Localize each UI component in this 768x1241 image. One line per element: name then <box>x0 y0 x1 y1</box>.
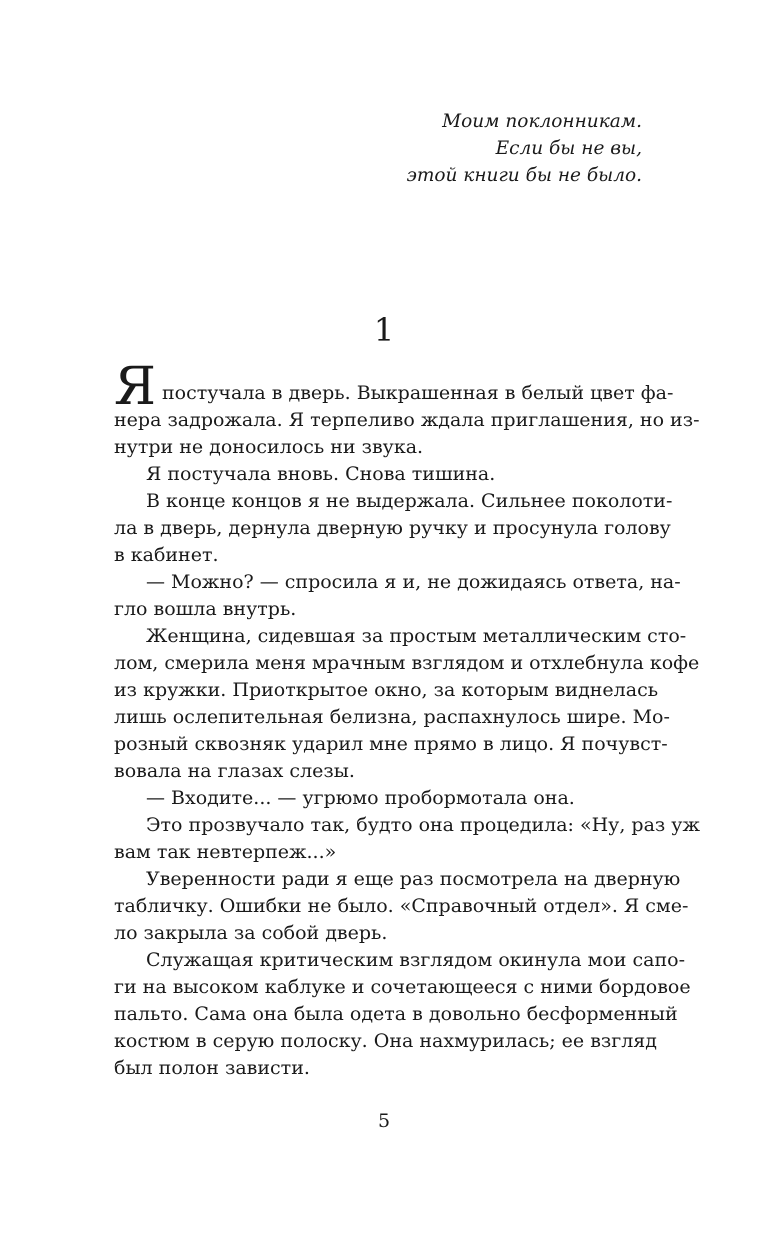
body-lines <box>114 407 700 1082</box>
text-line: Служащая критическим взглядом окинула мои сапо- <box>146 949 685 971</box>
text-line: Женщина, сидевшая за простым металлическим сто- <box>146 625 687 647</box>
text-line: пальто. Сама она была одета в довольно бесформенный <box>114 1003 678 1025</box>
text-line: вам так невтерпеж...» <box>114 841 337 863</box>
text-line: костюм в серую полоску. Она нахмурилась; ее взгляд <box>114 1030 657 1052</box>
text-line: из кружки. Приоткрытое окно, за которым виднелась <box>114 679 659 701</box>
first-line <box>114 357 674 417</box>
text-line: Я постучала вновь. Снова тишина. <box>146 463 496 485</box>
text-line: Это прозвучало так, будто она процедила: «Ну, раз уж <box>146 814 700 836</box>
text-line: Уверенности ради я еще раз посмотрела на дверную <box>146 868 681 890</box>
drop-cap: Я <box>114 357 156 417</box>
text-line: гло вошла внутрь. <box>114 598 297 620</box>
text-line: в кабинет. <box>114 544 219 566</box>
text-line: лишь ослепительная белизна, распахнулось шире. Мо- <box>114 706 670 728</box>
epigraph-line: Моим поклонникам. <box>442 111 642 132</box>
text-line: нера задрожала. Я терпеливо ждала приглашения, но из- <box>114 409 700 431</box>
text-line: ло закрыла за собой дверь. <box>114 922 388 944</box>
text-line: вовала на глазах слезы. <box>114 760 355 782</box>
text-line: — Можно? — спросила я и, не дожидаясь ответа, на- <box>146 571 681 593</box>
page-number: 5 <box>377 1110 391 1132</box>
text-line: В конце концов я не выдержала. Сильнее поколоти- <box>146 490 673 512</box>
chapter-number: 1 <box>373 311 395 349</box>
text-line: был полон зависти. <box>114 1057 310 1079</box>
text-line: — Входите... — угрюмо пробормотала она. <box>146 787 575 809</box>
text-line: нутри не доносилось ни звука. <box>114 436 424 458</box>
text-line: табличку. Ошибки не было. «Справочный отдел». Я сме- <box>114 895 689 917</box>
epigraph-line: Если бы не вы, <box>495 138 642 159</box>
chapter-body <box>114 357 700 1082</box>
text-line: розный сквозняк ударил мне прямо в лицо. Я почувст- <box>114 733 668 755</box>
text-line: ги на высоком каблуке и сочетающееся с ними бордовое <box>114 976 691 998</box>
first-line-text: постучала в дверь. Выкрашенная в белый цвет фа- <box>162 382 674 404</box>
epigraph <box>406 108 642 189</box>
epigraph-line: этой книги бы не было. <box>406 165 642 186</box>
text-line: ла в дверь, дернула дверную ручку и просунула голову <box>114 517 671 539</box>
text-line: лом, смерила меня мрачным взглядом и отхлебнула кофе <box>114 652 700 674</box>
